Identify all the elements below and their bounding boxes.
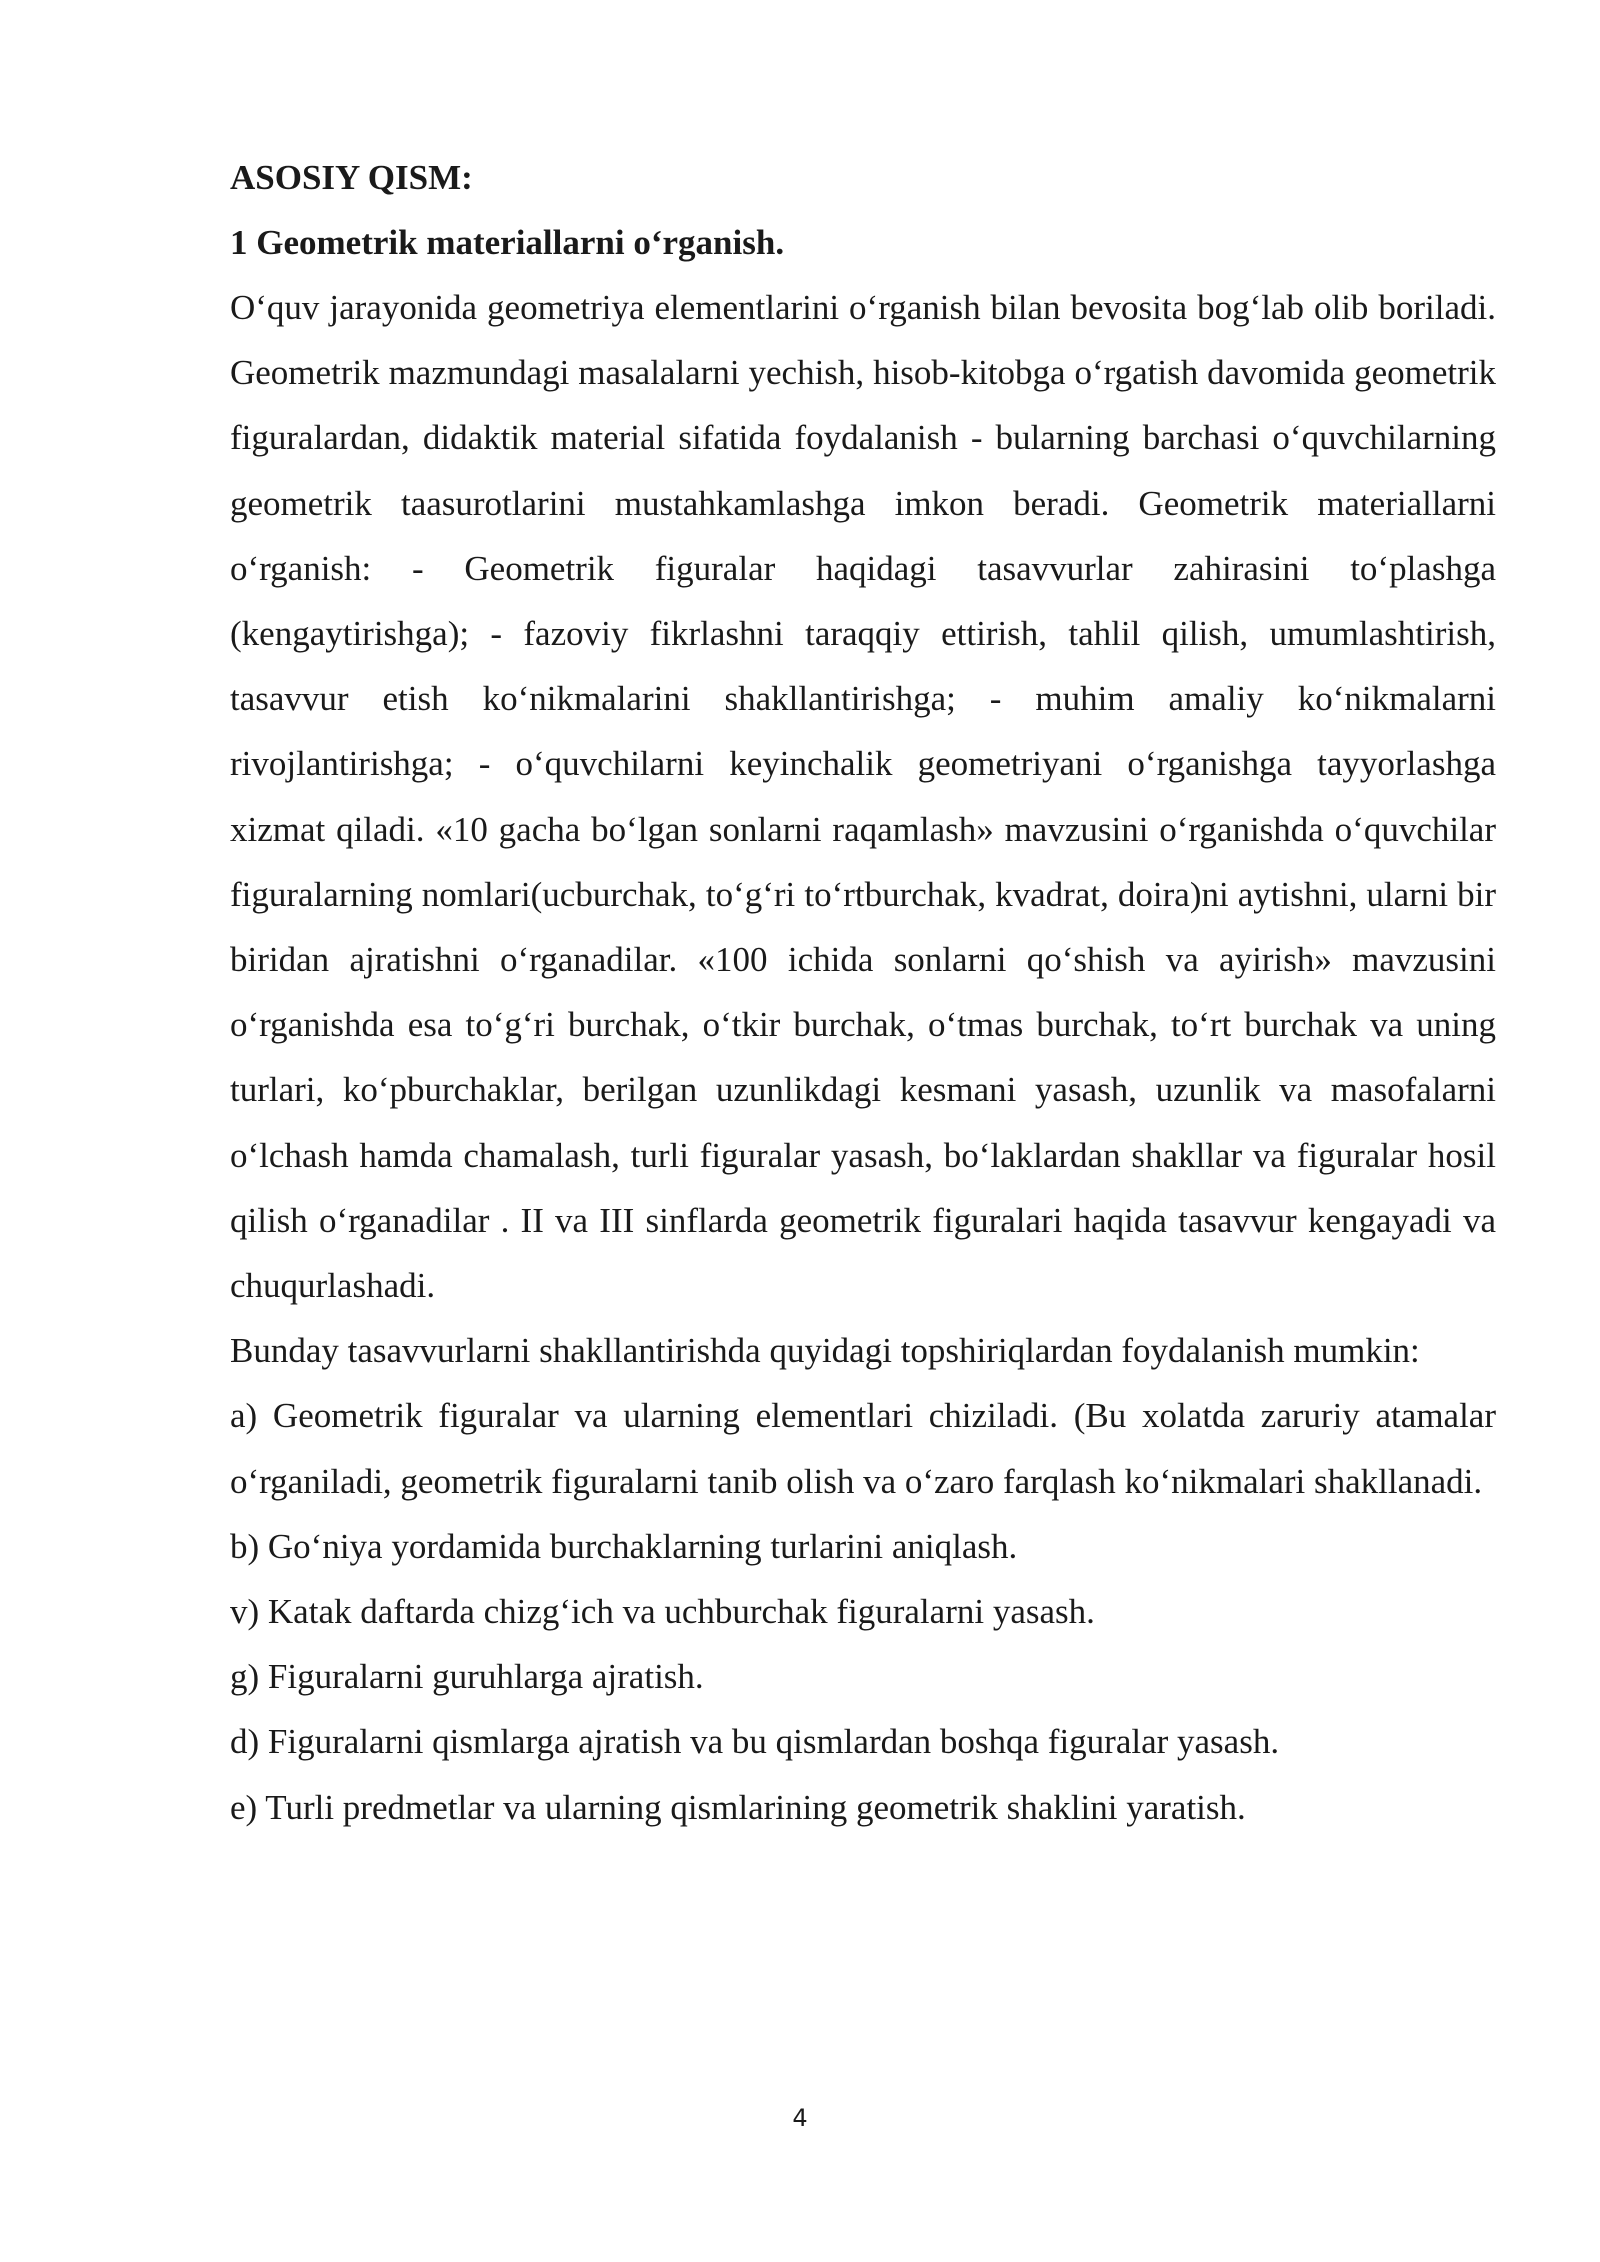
list-item: v) Katak daftarda chizg‘ich va uchburchak figuralarni yasash.: [230, 1592, 1095, 1632]
list-item: d) Figuralarni qismlarga ajratish va bu qismlardan boshqa figuralar yasash.: [230, 1722, 1280, 1762]
list-item: e) Turli predmetlar va ularning qismlarining geometrik shaklini yaratish.: [230, 1787, 1246, 1827]
page-number: 4: [792, 2104, 808, 2132]
body-paragraph: Bunday tasavvurlarni shakllantirishda quyidagi topshiriqlardan foydalanish mumkin:: [230, 1331, 1420, 1371]
body-paragraph: O‘quv jarayonida geometriya elementlarini o‘rganish bilan bevosita bog‘lab olib boriladi. Geometrik mazmundagi masalalarni yechish, hisob-kitobga o‘rgatish davomida geometrik figuralardan, didaktik material sifatida foydalanish - bularning barchasi o‘quvchilarning geometrik taasurotlarini mustahkamlashga imkon beradi. Geometrik materiallarni o‘rganish: - Geometrik figuralar haqidagi tasavvurlar zahirasini to‘plashga (kengaytirishga); - fazoviy fikrlashni taraqqiy ettirish, tahlil qilish, umumlashtirish, tasavvur etish ko‘nikmalarini shakllantirishga; - muhim amaliy ko‘nikmalarni rivojlantirishga; - o‘quvchilarni keyinchalik geometriyani o‘rganishga tayyorlashga xizmat qiladi. «10 gacha bo‘lgan sonlarni raqamlash» mavzusini o‘rganishda o‘quvchilar figuralarning nomlari(ucburchak, to‘g‘ri to‘rtburchak, kvadrat, doira)ni aytishni, ularni bir biridan ajratishni o‘rganadilar. «100 ichida sonlarni qo‘shish va ayirish» mavzusini o‘rganishda esa to‘g‘ri burchak, o‘tkir burchak, o‘tmas burchak, to‘rt burchak va uning turlari, ko‘pburchaklar, berilgan uzunlikdagi kesmani yasash, uzunlik va masofalarni o‘lchash hamda chamalash, turli figuralar yasash, bo‘laklardan shakllar va figuralar hosil qilish o‘rganadilar . II va III sinflarda geometrik figuralari haqida tasavvur kengayadi va chuqurlashadi.: [230, 288, 1496, 1306]
list-item: b) Go‘niya yordamida burchaklarning turlarini aniqlash.: [230, 1526, 1018, 1566]
list-item: a) Geometrik figuralar va ularning elementlari chiziladi. (Bu xolatda zaruriy atamalar o‘rganiladi, geometrik figuralarni tanib olish va o‘zaro farqlash ko‘nikmalari shakllanadi.: [230, 1396, 1496, 1501]
subsection-title: 1 Geometrik materiallarni o‘rganish.: [230, 223, 785, 262]
list-item: g) Figuralarni guruhlarga ajratish.: [230, 1657, 704, 1697]
section-title: ASOSIY QISM:: [230, 158, 473, 197]
document-page: [230, 145, 1496, 1840]
